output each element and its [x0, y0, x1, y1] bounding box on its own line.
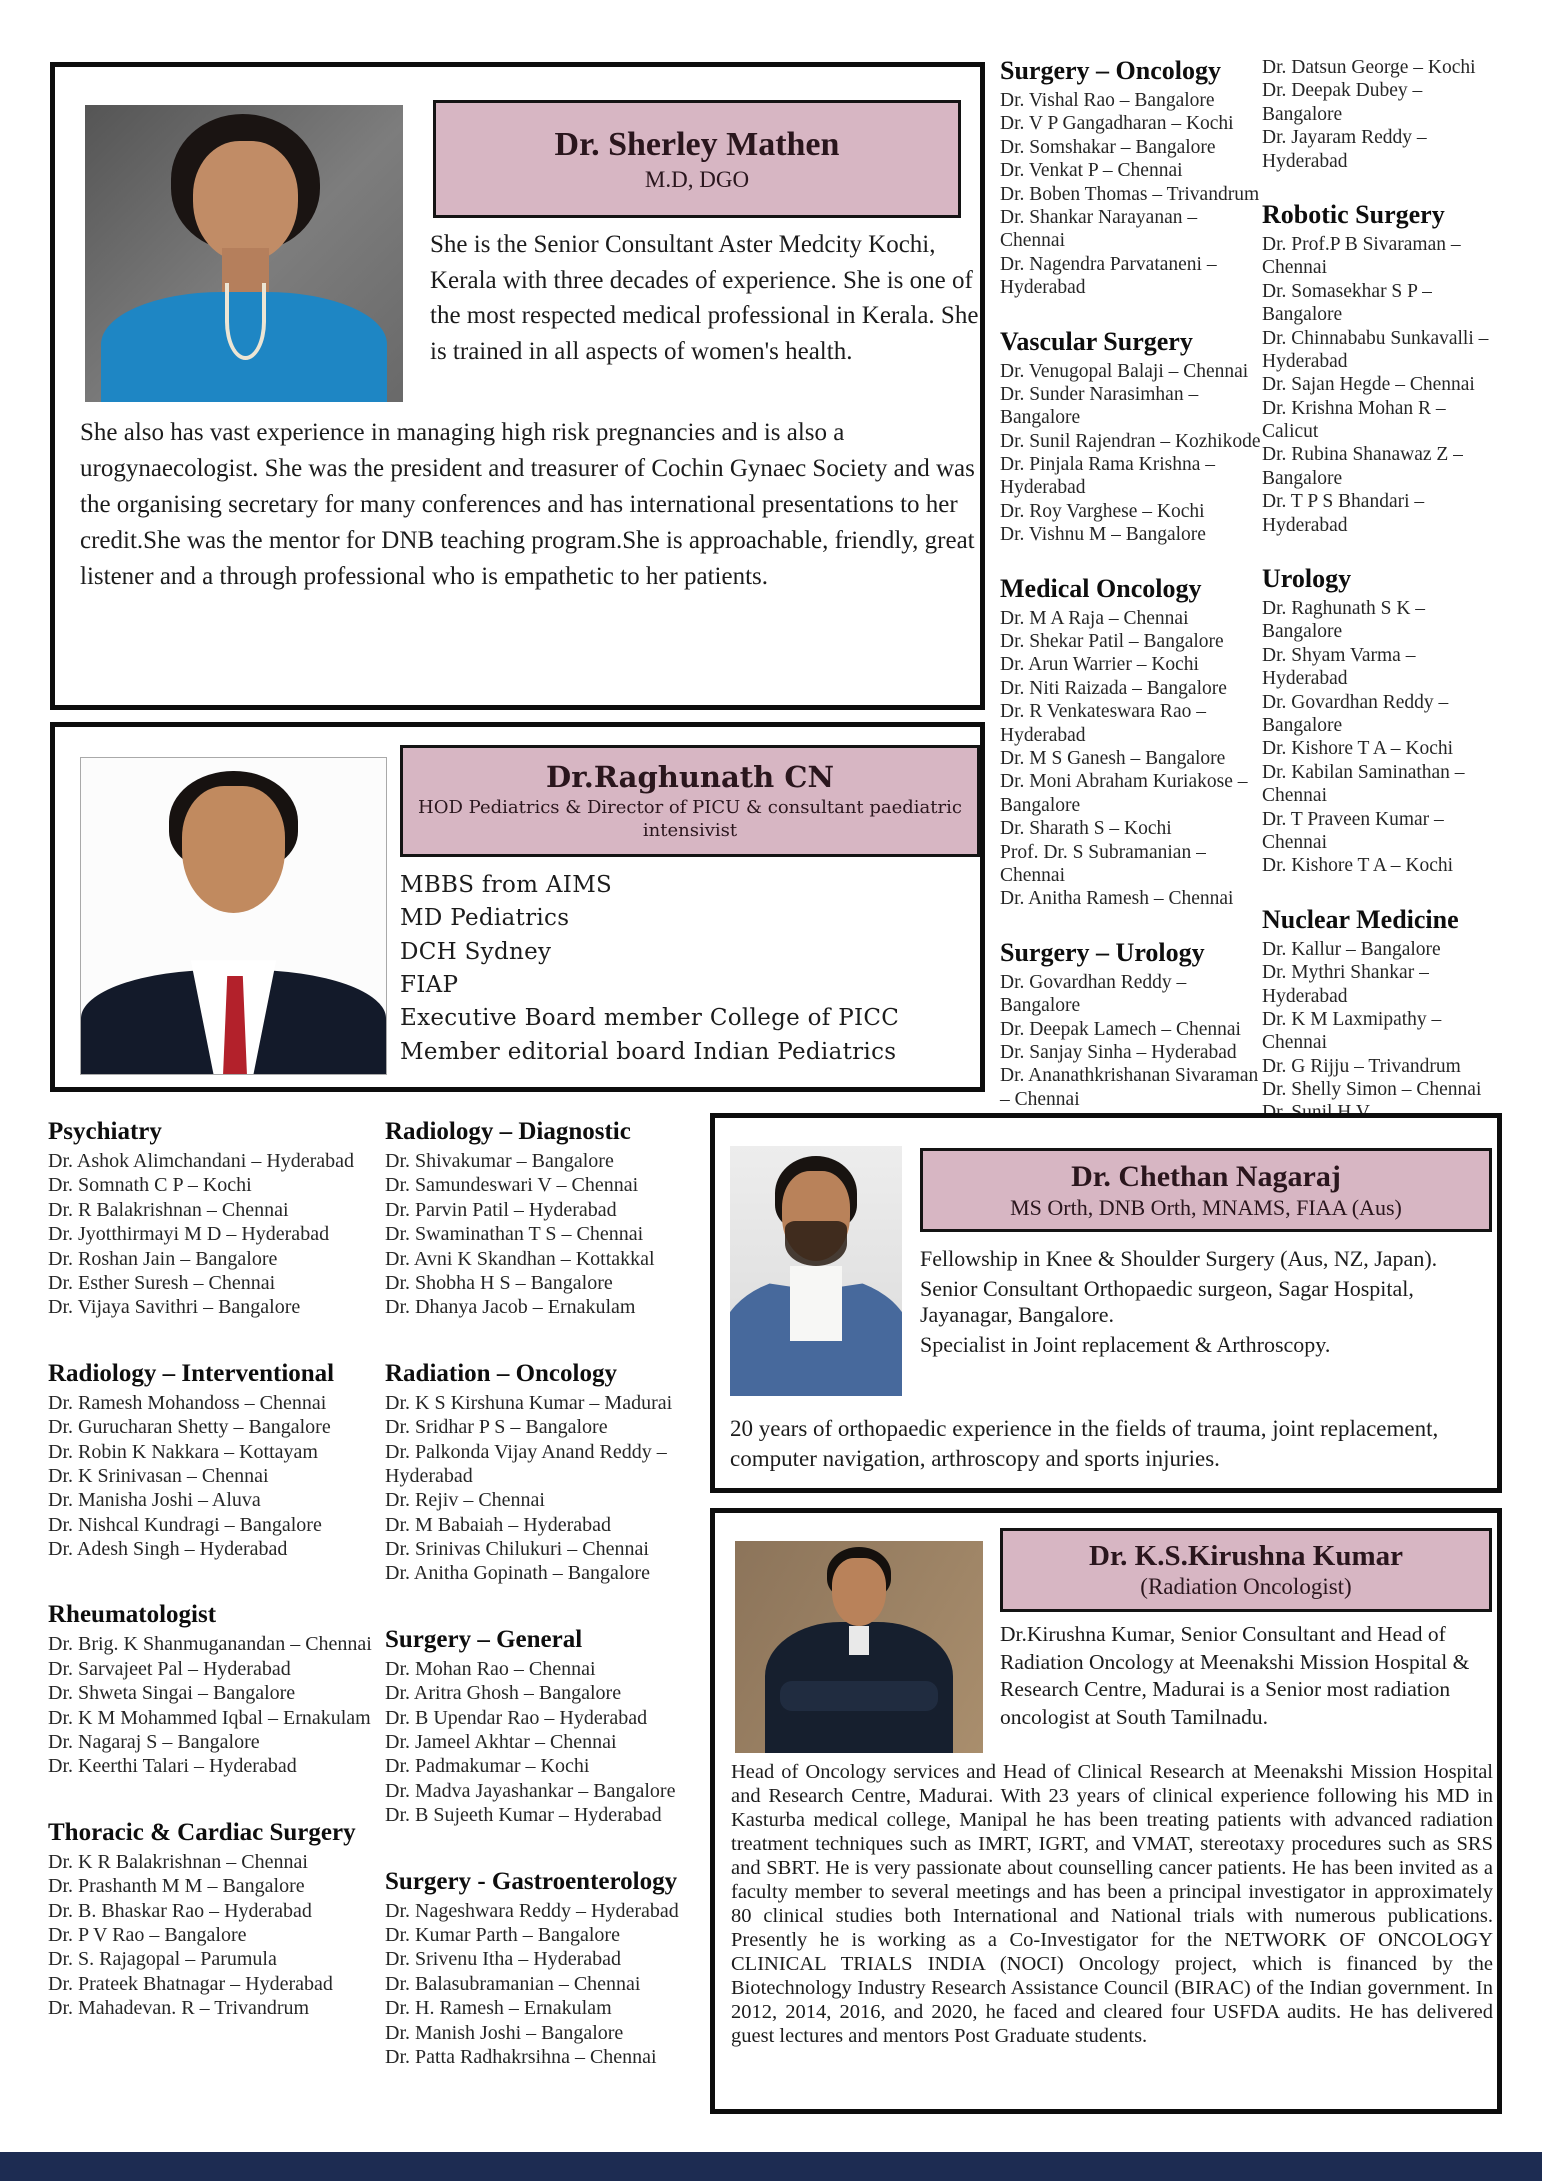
doctor-entry: Dr. Shelly Simon – Chennai [1262, 1079, 1482, 1101]
photo-shirt [790, 1266, 842, 1341]
photo-face [832, 1558, 887, 1626]
specialty-heading: Radiology – Diagnostic [385, 1118, 631, 1145]
specialty-heading: Radiation – Oncology [385, 1359, 617, 1387]
chethan-bio-text: 20 years of orthopaedic experience in the fields of trauma, joint replacement, computer navigation, arthroscopy and sports injuries. [730, 1416, 1439, 1471]
photo-crossed-arms [780, 1681, 939, 1711]
doctor-list [1000, 971, 1266, 1111]
doctor-entry: Dr. Vishnu M – Bangalore [1000, 524, 1206, 546]
credential-line: DCH Sydney [400, 938, 552, 965]
doctor-entry: Dr. Roy Varghese – Kochi [1000, 500, 1205, 522]
doctor-name: Dr. Sherley Mathen [554, 125, 840, 163]
doctor-entry: Dr. V P Gangadharan – Kochi [1000, 113, 1234, 135]
doctor-entry: Dr. Rejiv – Chennai [385, 1489, 545, 1512]
photo-face [182, 786, 286, 912]
raghunath-cn-photo [80, 757, 387, 1075]
specialty-heading: Vascular Surgery [1000, 326, 1193, 356]
doctor-list [1262, 938, 1494, 1125]
specialty-heading: Urology [1262, 564, 1352, 594]
doctor-entry: Dr. H. Ramesh – Ernakulam [385, 1997, 612, 2020]
doctor-entry: Dr. Shobha H S – Bangalore [385, 1271, 613, 1294]
doctor-entry: Dr. Jameel Akhtar – Chennai [385, 1731, 617, 1754]
doctor-entry: Dr. Manisha Joshi – Aluva [48, 1489, 261, 1512]
kirushna-bio-text: Head of Oncology services and Head of Clinical Research at Meenakshi Mission Hospital and Research Centre, Madurai. With 23 years of clinical experience following his MD in Kasturba medical college, Manipal he has been treating patients with advanced radiation treatment techniques such as IMRT, IGRT, and VMAT, stereotaxy procedures such as SRS and SBRT. He is very passionate about counselling cancer patients. He has been invited as a faculty member to several meetings and has been a principal investigator in approximately 80 clinical studies both International and National trials with numerous publications. Presently he is working as a Co-Investigator for the NETWORK OF ONCOLOGY CLINICAL TRIALS INDIA (NOCI) Oncology project, which is financed by the Biotechnology Industry Research Assistance Council (BIRAC) of the Indian government. In 2012, 2014, 2016, and 2020, he faced and cleared four USFDA audits. He has delivered guest lectures and mentors Post Graduate students. [731, 1761, 1493, 2047]
doctor-entry: Dr. Govardhan Reddy – Bangalore [1000, 971, 1187, 1017]
doctor-entry: Dr. K M Laxmipathy – Chennai [1262, 1008, 1442, 1054]
doctor-list [385, 1149, 737, 1320]
doctor-entry: Dr. Swaminathan T S – Chennai [385, 1223, 644, 1246]
doctor-entry: Dr. Krishna Mohan R – Calicut [1262, 397, 1446, 443]
doctor-entry: Dr. Anitha Ramesh – Chennai [1000, 888, 1234, 910]
doctor-entry: Dr. Raghunath S K – Bangalore [1262, 598, 1426, 643]
doctor-entry: Dr. Ramesh Mohandoss – Chennai [48, 1391, 327, 1414]
profile-card-chethan-nagaraj [710, 1113, 1502, 1493]
doctor-entry: Dr. B Sujeeth Kumar – Hyderabad [385, 1804, 662, 1827]
doctor-entry: Dr. K R Balakrishnan – Chennai [48, 1850, 308, 1873]
specialty-heading: Rheumatologist [48, 1601, 217, 1629]
specialty-section [1262, 56, 1494, 173]
doctor-entry: Dr. Parvin Patil – Hyderabad [385, 1198, 617, 1221]
doctor-list [385, 1657, 737, 1828]
specialty-section [1000, 56, 1266, 300]
doctor-list [48, 1632, 390, 1778]
doctor-entry: Dr. Ananathkrishanan Sivaraman – Chennai [1000, 1065, 1259, 1110]
doctor-entry: Dr. Deepak Lamech – Chennai [1000, 1018, 1241, 1040]
doctor-entry: Dr. Madva Jayashankar – Bangalore [385, 1779, 676, 1802]
doctor-title: HOD Pediatrics & Director of PICU & consultant paediatric intensivist [418, 797, 962, 841]
doctor-entry: Dr. Esther Suresh – Chennai [48, 1271, 276, 1294]
doctor-entry: Dr. Shankar Narayanan – Chennai [1000, 206, 1198, 252]
doctor-name: Dr.Raghunath CN [546, 760, 834, 794]
specialty-heading: Robotic Surgery [1262, 199, 1445, 229]
doctor-entry: Dr. Niti Raizada – Bangalore [1000, 677, 1227, 699]
profile-card-sherley-mathen [50, 62, 985, 710]
doctor-entry: Dr. Dhanya Jacob – Ernakulam [385, 1296, 636, 1319]
doctor-entry: Dr. Srinivas Chilukuri – Chennai [385, 1538, 649, 1561]
doctor-entry: Dr. Sanjay Sinha – Hyderabad [1000, 1041, 1237, 1063]
highlight-line: Fellowship in Knee & Shoulder Surgery (Aus, NZ, Japan). [920, 1246, 1438, 1271]
doctor-entry: Dr. K Srinivasan – Chennai [48, 1464, 269, 1487]
doctor-entry: Dr. S. Rajagopal – Parumula [48, 1948, 277, 1971]
doctor-entry: Dr. Prateek Bhatnagar – Hyderabad [48, 1972, 333, 1995]
doctor-entry: Dr. Jyotthirmayi M D – Hyderabad [48, 1223, 330, 1246]
highlight-line: Specialist in Joint replacement & Arthroscopy. [920, 1331, 1331, 1357]
doctor-entry: Dr. Sridhar P S – Bangalore [385, 1416, 608, 1439]
doctor-title: (Radiation Oncologist) [1140, 1574, 1352, 1599]
doctor-degree: MS Orth, DNB Orth, MNAMS, FIAA (Aus) [1010, 1194, 1402, 1220]
doctor-entry: Dr. Somasekhar S P – Bangalore [1262, 280, 1432, 326]
doctor-entry: Dr. K M Mohammed Iqbal – Ernakulam [48, 1706, 371, 1729]
doctor-entry: Dr. K S Kirshuna Kumar – Madurai [385, 1391, 673, 1414]
doctor-list [385, 1391, 737, 1586]
kirushna-kumar-photo [735, 1541, 983, 1753]
doctor-entry: Dr. Sajan Hegde – Chennai [1262, 374, 1475, 396]
doctor-entry: Dr. Samundeswari V – Chennai [385, 1174, 639, 1197]
specialty-section [48, 1118, 390, 1320]
specialty-heading: Thoracic & Cardiac Surgery [48, 1818, 356, 1846]
doctor-entry: Dr. B. Bhaskar Rao – Hyderabad [48, 1899, 312, 1922]
doctor-entry: Dr. M A Raja – Chennai [1000, 607, 1189, 629]
doctor-entry: Dr. M Babaiah – Hyderabad [385, 1513, 612, 1536]
doctor-entry: Dr. Venugopal Balaji – Chennai [1000, 360, 1249, 382]
doctor-entry: Dr. Nagendra Parvataneni – Hyderabad [1000, 253, 1217, 299]
doctor-entry: Prof. Dr. S Subramanian – Chennai [1000, 841, 1206, 886]
photo-shirt [849, 1626, 869, 1656]
directory-column-bottom-left [48, 1118, 390, 2061]
doctor-entry: Dr. Sunil Rajendran – Kozhikode [1000, 430, 1261, 452]
specialty-section [1262, 200, 1494, 537]
specialty-section [48, 1819, 390, 2021]
doctor-entry: Dr. Balasubramanian – Chennai [385, 1972, 641, 1995]
doctor-entry: Dr. Kishore T A – Kochi [1262, 855, 1454, 877]
directory-column-top-right [1262, 56, 1494, 1152]
specialty-heading: Surgery – Urology [1000, 937, 1205, 967]
doctor-entry: Dr. Vijaya Savithri – Bangalore [48, 1296, 301, 1319]
doctor-entry: Dr. Manish Joshi – Bangalore [385, 2021, 624, 2044]
doctor-entry: Dr. Ashok Alimchandani – Hyderabad [48, 1150, 355, 1172]
specialty-section [1262, 564, 1494, 878]
sherley-intro-text: She is the Senior Consultant Aster Medcity Kochi, Kerala with three decades of experience. She is one of the most respected medical professional in Kerala. She is trained in all aspects of women's health. [430, 231, 979, 365]
chethan-highlights [920, 1246, 1495, 1362]
doctor-list [1000, 89, 1266, 300]
specialty-section [1000, 938, 1266, 1111]
doctor-entry: Dr. Mohan Rao – Chennai [385, 1657, 596, 1680]
doctor-entry: Dr. Vishal Rao – Bangalore [1000, 90, 1215, 111]
doctor-entry: Dr. Datsun George – Kochi [1262, 57, 1476, 78]
doctor-entry: Dr. Moni Abraham Kuriakose – Bangalore [1000, 771, 1248, 816]
profile-card-kirushna-kumar [710, 1508, 1502, 2114]
sherley-mathen-photo [85, 105, 403, 402]
doctor-entry: Dr. Arun Warrier – Kochi [1000, 654, 1199, 676]
doctor-entry: Dr. M S Ganesh – Bangalore [1000, 747, 1226, 769]
specialty-section [385, 1868, 737, 2070]
doctor-list [1262, 597, 1494, 878]
specialty-section [385, 1626, 737, 1828]
raghunath-name-banner [400, 745, 980, 857]
doctor-entry: Dr. Somshakar – Bangalore [1000, 136, 1216, 158]
doctor-entry: Dr. Shekar Patil – Bangalore [1000, 631, 1224, 653]
doctor-entry: Dr. Pinjala Rama Krishna – Hyderabad [1000, 454, 1216, 499]
credential-line: FIAP [400, 972, 459, 999]
specialty-heading: Nuclear Medicine [1262, 904, 1459, 934]
doctor-entry: Dr. Srivenu Itha – Hyderabad [385, 1948, 622, 1971]
doctor-entry: Dr. Venkat P – Chennai [1000, 160, 1183, 182]
doctor-entry: Dr. Keerthi Talari – Hyderabad [48, 1755, 297, 1778]
doctor-entry: Dr. Shweta Singai – Bangalore [48, 1682, 296, 1705]
doctor-entry: Dr. G Rijju – Trivandrum [1262, 1055, 1461, 1077]
doctor-entry: Dr. Nishcal Kundragi – Bangalore [48, 1513, 322, 1536]
photo-face [193, 141, 298, 263]
doctor-list [48, 1850, 390, 2021]
doctor-entry: Dr. Prashanth M M – Bangalore [48, 1875, 305, 1898]
doctor-entry: Dr. Kumar Parth – Bangalore [385, 1923, 620, 1946]
specialty-section [1000, 327, 1266, 547]
doctor-list [48, 1391, 390, 1562]
doctor-entry: Dr. Chinnababu Sunkavalli – Hyderabad [1262, 327, 1489, 372]
directory-column-bottom-middle [385, 1118, 737, 2109]
doctor-entry: Dr. T Praveen Kumar – Chennai [1262, 808, 1444, 853]
doctor-name: Dr. K.S.Kirushna Kumar [1089, 1540, 1403, 1572]
specialty-heading: Surgery – Oncology [1000, 56, 1221, 85]
doctor-entry: Dr. Nagaraj S – Bangalore [48, 1731, 260, 1754]
doctor-entry: Dr. Mythri Shankar – Hyderabad [1262, 962, 1429, 1007]
doctor-entry: Dr. Padmakumar – Kochi [385, 1755, 590, 1778]
chethan-name-banner [920, 1148, 1492, 1232]
doctor-entry: Dr. Jayaram Reddy – Hyderabad [1262, 127, 1427, 172]
specialty-heading: Radiology – Interventional [48, 1359, 335, 1387]
credential-line: MD Pediatrics [400, 905, 570, 932]
specialty-heading: Medical Oncology [1000, 573, 1202, 603]
credential-line: MBBS from AIMS [400, 872, 613, 898]
doctor-entry: Dr. Deepak Dubey – Bangalore [1262, 80, 1423, 125]
credential-line: Member editorial board Indian Pediatrics [400, 1038, 897, 1065]
doctor-entry: Dr. Sarvajeet Pal – Hyderabad [48, 1657, 291, 1680]
doctor-name: Dr. Chethan Nagaraj [1071, 1159, 1341, 1193]
doctor-entry: Dr. Mahadevan. R – Trivandrum [48, 1997, 310, 2020]
specialty-section [48, 1601, 390, 1778]
doctor-list [1000, 360, 1266, 547]
sherley-bio-text: She also has vast experience in managing high risk pregnancies and is also a urogynaecologist. She was the president and treasurer of Cochin Gynaec Society and was the organising secretary for many conferences and has international presentations to her credit.She was the mentor for DNB teaching program.She is approachable, friendly, great listener and a through professional who is empathetic to her patients. [80, 419, 975, 590]
kirushna-intro-text: Dr.Kirushna Kumar, Senior Consultant and Head of Radiation Oncology at Meenakshi Mission Hospital & Research Centre, Madurai is a Senior most radiation oncologist at South Tamilnadu. [1000, 1622, 1470, 1729]
doctor-entry: Dr. Palkonda Vijay Anand Reddy – Hyderabad [385, 1440, 667, 1487]
doctor-entry: Dr. Aritra Ghosh – Bangalore [385, 1682, 622, 1705]
doctor-entry: Dr. Rubina Shanawaz Z – Bangalore [1262, 444, 1463, 489]
doctor-entry: Dr. T P S Bhandari – Hyderabad [1262, 491, 1425, 536]
kirushna-name-banner [1000, 1528, 1492, 1612]
doctor-entry: Dr. Avni K Skandhan – Kottakkal [385, 1247, 655, 1270]
doctor-entry: Dr. Shivakumar – Bangalore [385, 1150, 614, 1172]
doctor-entry: Dr. Sunder Narasimhan – Bangalore [1000, 383, 1199, 429]
doctor-list [48, 1149, 390, 1320]
chethan-nagaraj-photo [730, 1146, 902, 1396]
doctor-entry: Dr. Robin K Nakkara – Kottayam [48, 1440, 318, 1463]
credential-line: Executive Board member College of PICC [400, 1005, 900, 1032]
doctor-entry: Dr. Govardhan Reddy – Bangalore [1262, 691, 1449, 736]
specialty-section [385, 1118, 737, 1320]
doctor-list [1262, 56, 1494, 173]
doctor-entry: Dr. Nageshwara Reddy – Hyderabad [385, 1899, 679, 1922]
profile-card-raghunath-cn [50, 722, 985, 1092]
doctor-entry: Dr. R Venkateswara Rao – Hyderabad [1000, 701, 1206, 746]
doctor-entry: Dr. Boben Thomas – Trivandrum [1000, 183, 1260, 205]
doctor-degree: M.D, DGO [644, 166, 750, 192]
specialty-heading: Surgery – General [385, 1625, 583, 1653]
doctor-entry: Dr. Adesh Singh – Hyderabad [48, 1538, 288, 1561]
doctor-entry: Dr. Anitha Gopinath – Bangalore [385, 1562, 650, 1585]
doctor-entry: Dr. Kallur – Bangalore [1262, 938, 1441, 960]
doctor-list [1262, 233, 1494, 537]
doctor-entry: Dr. Gurucharan Shetty – Bangalore [48, 1416, 331, 1439]
specialty-heading: Psychiatry [48, 1118, 162, 1145]
photo-beard [785, 1221, 847, 1266]
doctor-entry: Dr. Shyam Varma – Hyderabad [1262, 644, 1416, 690]
doctor-entry: Dr. Kabilan Saminathan – Chennai [1262, 761, 1465, 807]
specialty-section [385, 1360, 737, 1586]
doctor-entry: Dr. Somnath C P – Kochi [48, 1174, 252, 1197]
specialty-section [48, 1360, 390, 1562]
raghunath-credentials [400, 869, 985, 1069]
doctor-entry: Dr. Roshan Jain – Bangalore [48, 1247, 278, 1270]
doctor-entry: Dr. Kishore T A – Kochi [1262, 738, 1454, 760]
doctor-entry: Dr. Sharath S – Kochi [1000, 818, 1172, 840]
doctor-list [1000, 607, 1266, 911]
doctor-entry: Dr. Brig. K Shanmuganandan – Chennai [48, 1633, 372, 1656]
doctor-entry: Dr. Patta Radhakrsihna – Chennai [385, 2045, 657, 2068]
highlight-line: Senior Consultant Orthopaedic surgeon, Sagar Hospital, Jayanagar, Bangalore. [920, 1275, 1414, 1327]
specialty-heading: Surgery - Gastroenterology [385, 1867, 678, 1895]
doctor-entry: Dr. P V Rao – Bangalore [48, 1923, 247, 1946]
doctor-list [385, 1899, 737, 2070]
sherley-name-banner [433, 100, 961, 218]
specialty-section [1000, 574, 1266, 911]
specialty-section [1262, 905, 1494, 1125]
doctor-entry: Dr. Prof.P B Sivaraman – Chennai [1262, 233, 1461, 279]
doctor-entry: Dr. R Balakrishnan – Chennai [48, 1198, 289, 1221]
doctor-entry: Dr. B Upendar Rao – Hyderabad [385, 1706, 648, 1729]
directory-column-top-left [1000, 56, 1266, 1138]
footer-bar [0, 2152, 1542, 2181]
